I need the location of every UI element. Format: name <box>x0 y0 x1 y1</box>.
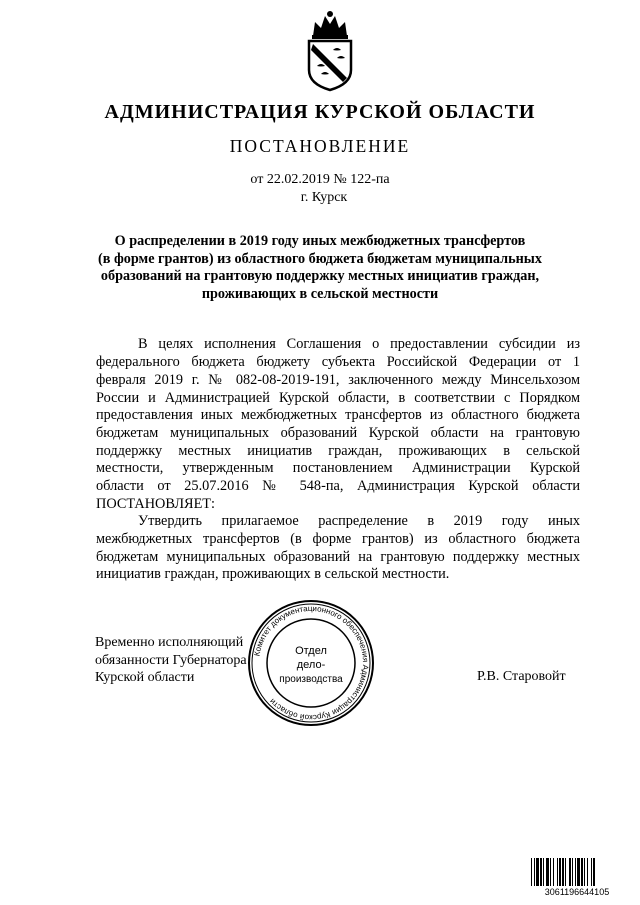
document-date-number: от 22.02.2019 № 122-па <box>250 172 390 187</box>
stamp-center-line: дело- <box>296 659 326 671</box>
body-line: ПОСТАНОВЛЯЕТ: <box>96 496 216 512</box>
document-city: г. Курск <box>300 190 348 205</box>
body-line: февраля 2019 г. № 082-08-2019-191, заключенного между Минсельхозом <box>96 372 580 388</box>
signature-title-line: обязанности Губернатора <box>95 653 247 668</box>
body-line: инициатив граждан, проживающих в сельской местности. <box>96 566 450 582</box>
signatory-name: Р.В. Старовойт <box>477 669 566 684</box>
body-line: предоставления иных межбюджетных трансфертов из областного бюджета <box>96 407 580 423</box>
signature-title-line: Временно исполняющий <box>95 635 244 650</box>
stamp-center-line: Отдел <box>295 645 327 657</box>
body-line: В целях исполнения Соглашения о предоставлении субсидии из <box>138 336 580 352</box>
body-line: области от 25.07.2016 № 548-па, Администрация Курской области <box>96 478 580 494</box>
title-line: проживающих в сельской местности <box>201 285 439 302</box>
body-line: межбюджетных трансфертов (в форме грантов) из областного бюджета <box>96 531 580 547</box>
body-line: Утвердить прилагаемое распределение в 2019 году иных <box>138 513 580 529</box>
title-line: О распределении в 2019 году иных межбюджетных трансфертов <box>114 233 526 249</box>
barcode-number: 3061196644105 <box>544 887 610 897</box>
organization-name: АДМИНИСТРАЦИЯ КУРСКОЙ ОБЛАСТИ <box>104 101 536 123</box>
body-line: местности, утвержденным постановлением Администрации Курской <box>96 460 580 476</box>
body-line: России и Администрацией Курской области, в соответствии с Порядком <box>96 390 580 406</box>
stamp-ring-text: Комитет документационного обеспечения Администрации Курской области <box>252 603 371 723</box>
title-line: (в форме грантов) из областного бюджета бюджетам муниципальных <box>98 250 542 267</box>
barcode <box>529 857 625 897</box>
document-title <box>0 233 640 303</box>
document-type: ПОСТАНОВЛЕНИЕ <box>229 136 411 156</box>
official-stamp <box>246 598 376 728</box>
coat-of-arms-icon <box>303 8 357 93</box>
stamp-center-line: производства <box>279 674 343 685</box>
title-line: образований на грантовую поддержку местных инициатив граждан, <box>100 268 540 284</box>
body-line: поддержку местных инициатив граждан, проживающих в сельской <box>96 443 580 459</box>
body-line: бюджетам муниципальных образований Курской области на грантовую <box>96 425 580 441</box>
body-line: бюджетам муниципальных образований на грантовую поддержку местных <box>96 549 580 565</box>
signature-title-line: Курской области <box>95 670 195 685</box>
body-line: федерального бюджета бюджету субъекта Российской Федерации от 1 <box>96 354 580 370</box>
